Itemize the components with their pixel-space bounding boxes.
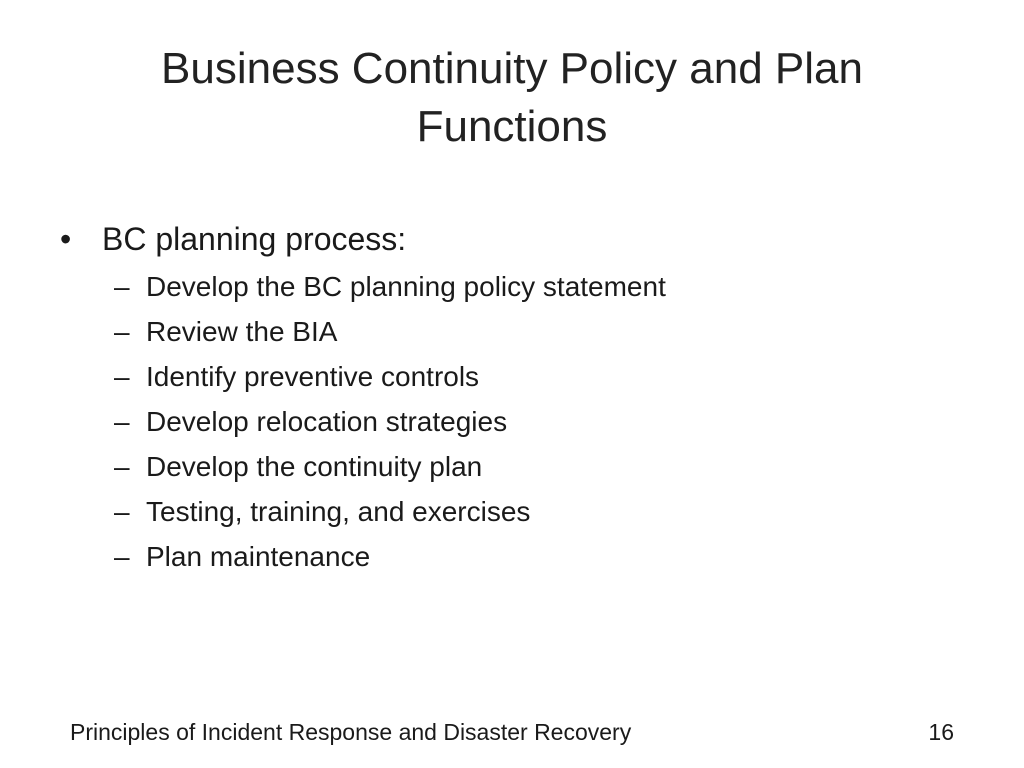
sub-bullet-marker: –: [114, 406, 130, 437]
sub-bullet-marker: –: [114, 361, 130, 392]
sub-bullet-item: [114, 489, 958, 534]
sub-bullet-item: [114, 399, 958, 444]
bullet-marker: •: [60, 221, 72, 257]
sub-bullet-marker: –: [114, 496, 130, 527]
sub-bullet-list: [114, 264, 958, 579]
slide-body: [58, 216, 958, 579]
sub-bullet-text: Review the BIA: [146, 316, 338, 347]
sub-bullet-marker: –: [114, 451, 130, 482]
page-number: 16: [928, 719, 954, 745]
sub-bullet-item: [114, 354, 958, 399]
sub-bullet-text: Develop the continuity plan: [146, 451, 483, 482]
sub-bullet-item: [114, 309, 958, 354]
bullet-text: BC planning process:: [102, 221, 407, 257]
slide-title: [60, 40, 964, 156]
sub-bullet-marker: –: [114, 316, 130, 347]
sub-bullet-item: [114, 444, 958, 489]
bullet-item: [58, 216, 958, 262]
sub-bullet-item: [114, 534, 958, 579]
sub-bullet-marker: –: [114, 541, 130, 572]
sub-bullet-text: Identify preventive controls: [146, 361, 480, 392]
sub-bullet-text: Develop the BC planning policy statement: [146, 271, 666, 302]
sub-bullet-text: Testing, training, and exercises: [146, 496, 531, 527]
footer-course-title: Principles of Incident Response and Disaster Recovery: [70, 719, 632, 745]
sub-bullet-text: Plan maintenance: [146, 541, 371, 572]
sub-bullet-text: Develop relocation strategies: [146, 406, 508, 437]
slide-title-line-1: Business Continuity Policy and Plan: [161, 44, 863, 93]
sub-bullet-item: [114, 264, 958, 309]
sub-bullet-marker: –: [114, 271, 130, 302]
slide-title-line-2: Functions: [416, 102, 608, 151]
